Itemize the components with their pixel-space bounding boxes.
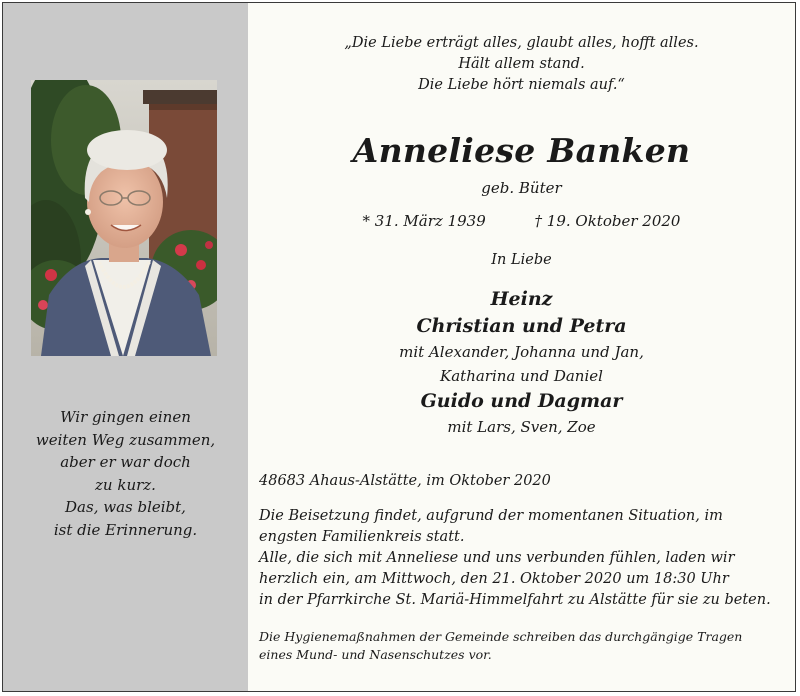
notice-line: in der Pfarrkirche St. Mariä-Himmelfahrt zu Alstätte für sie zu beten. [259, 592, 771, 608]
portrait-image [31, 80, 217, 356]
poem-line: weiten Weg zusammen, [35, 430, 216, 449]
family-member: Heinz [490, 288, 553, 310]
birth-name: geb. Büter [481, 179, 562, 197]
hygiene-line: eines Mund- und Nasenschutzes vor. [259, 647, 492, 662]
family-member: mit Alexander, Johanna und Jan, [399, 343, 644, 361]
place-date: 48683 Ahaus-Alstätte, im Oktober 2020 [259, 473, 551, 489]
life-dates [248, 212, 795, 230]
poem-line: aber er war doch [60, 453, 191, 471]
notice-line: Die Beisetzung findet, aufgrund der momentanen Situation, im [259, 508, 723, 524]
hygiene-line: Die Hygienemaßnahmen der Gemeinde schreiben das durchgängige Tragen [259, 629, 743, 644]
family-intro: In Liebe [491, 252, 552, 268]
portrait-photo [31, 80, 217, 356]
family-member: Christian und Petra [416, 315, 627, 337]
family-list [248, 286, 795, 439]
family-member: Katharina und Daniel [440, 367, 603, 385]
bible-quote [248, 33, 795, 96]
poem-line: ist die Erinnerung. [53, 520, 198, 539]
quote-line: Die Liebe hört niemals auf.“ [418, 77, 625, 93]
poem-line: Das, was bleibt, [65, 498, 186, 516]
quote-line: Hält allem stand. [458, 56, 585, 72]
poem-line: Wir gingen einen [60, 408, 191, 426]
notice-line: Alle, die sich mit Anneliese und uns verbunden fühlen, laden wir [259, 550, 735, 566]
deceased-name: Anneliese Banken [352, 131, 691, 170]
notice-line: engsten Familienkreis statt. [259, 529, 465, 545]
quote-line: „Die Liebe erträgt alles, glaubt alles, hofft alles. [344, 35, 699, 51]
birth-date: * 31. März 1939 [362, 212, 486, 230]
main-panel [248, 3, 795, 691]
funeral-notice [259, 506, 787, 611]
family-member: Guido und Dagmar [420, 390, 623, 412]
obituary-card [2, 2, 796, 692]
sidebar-poem [3, 406, 248, 541]
notice-line: herzlich ein, am Mittwoch, den 21. Oktober 2020 um 18:30 Uhr [259, 571, 729, 587]
death-date: † 19. Oktober 2020 [534, 212, 681, 230]
hygiene-notice [259, 628, 787, 664]
family-member: mit Lars, Sven, Zoe [447, 418, 596, 436]
sidebar-panel [3, 3, 248, 691]
poem-line: zu kurz. [95, 475, 156, 494]
